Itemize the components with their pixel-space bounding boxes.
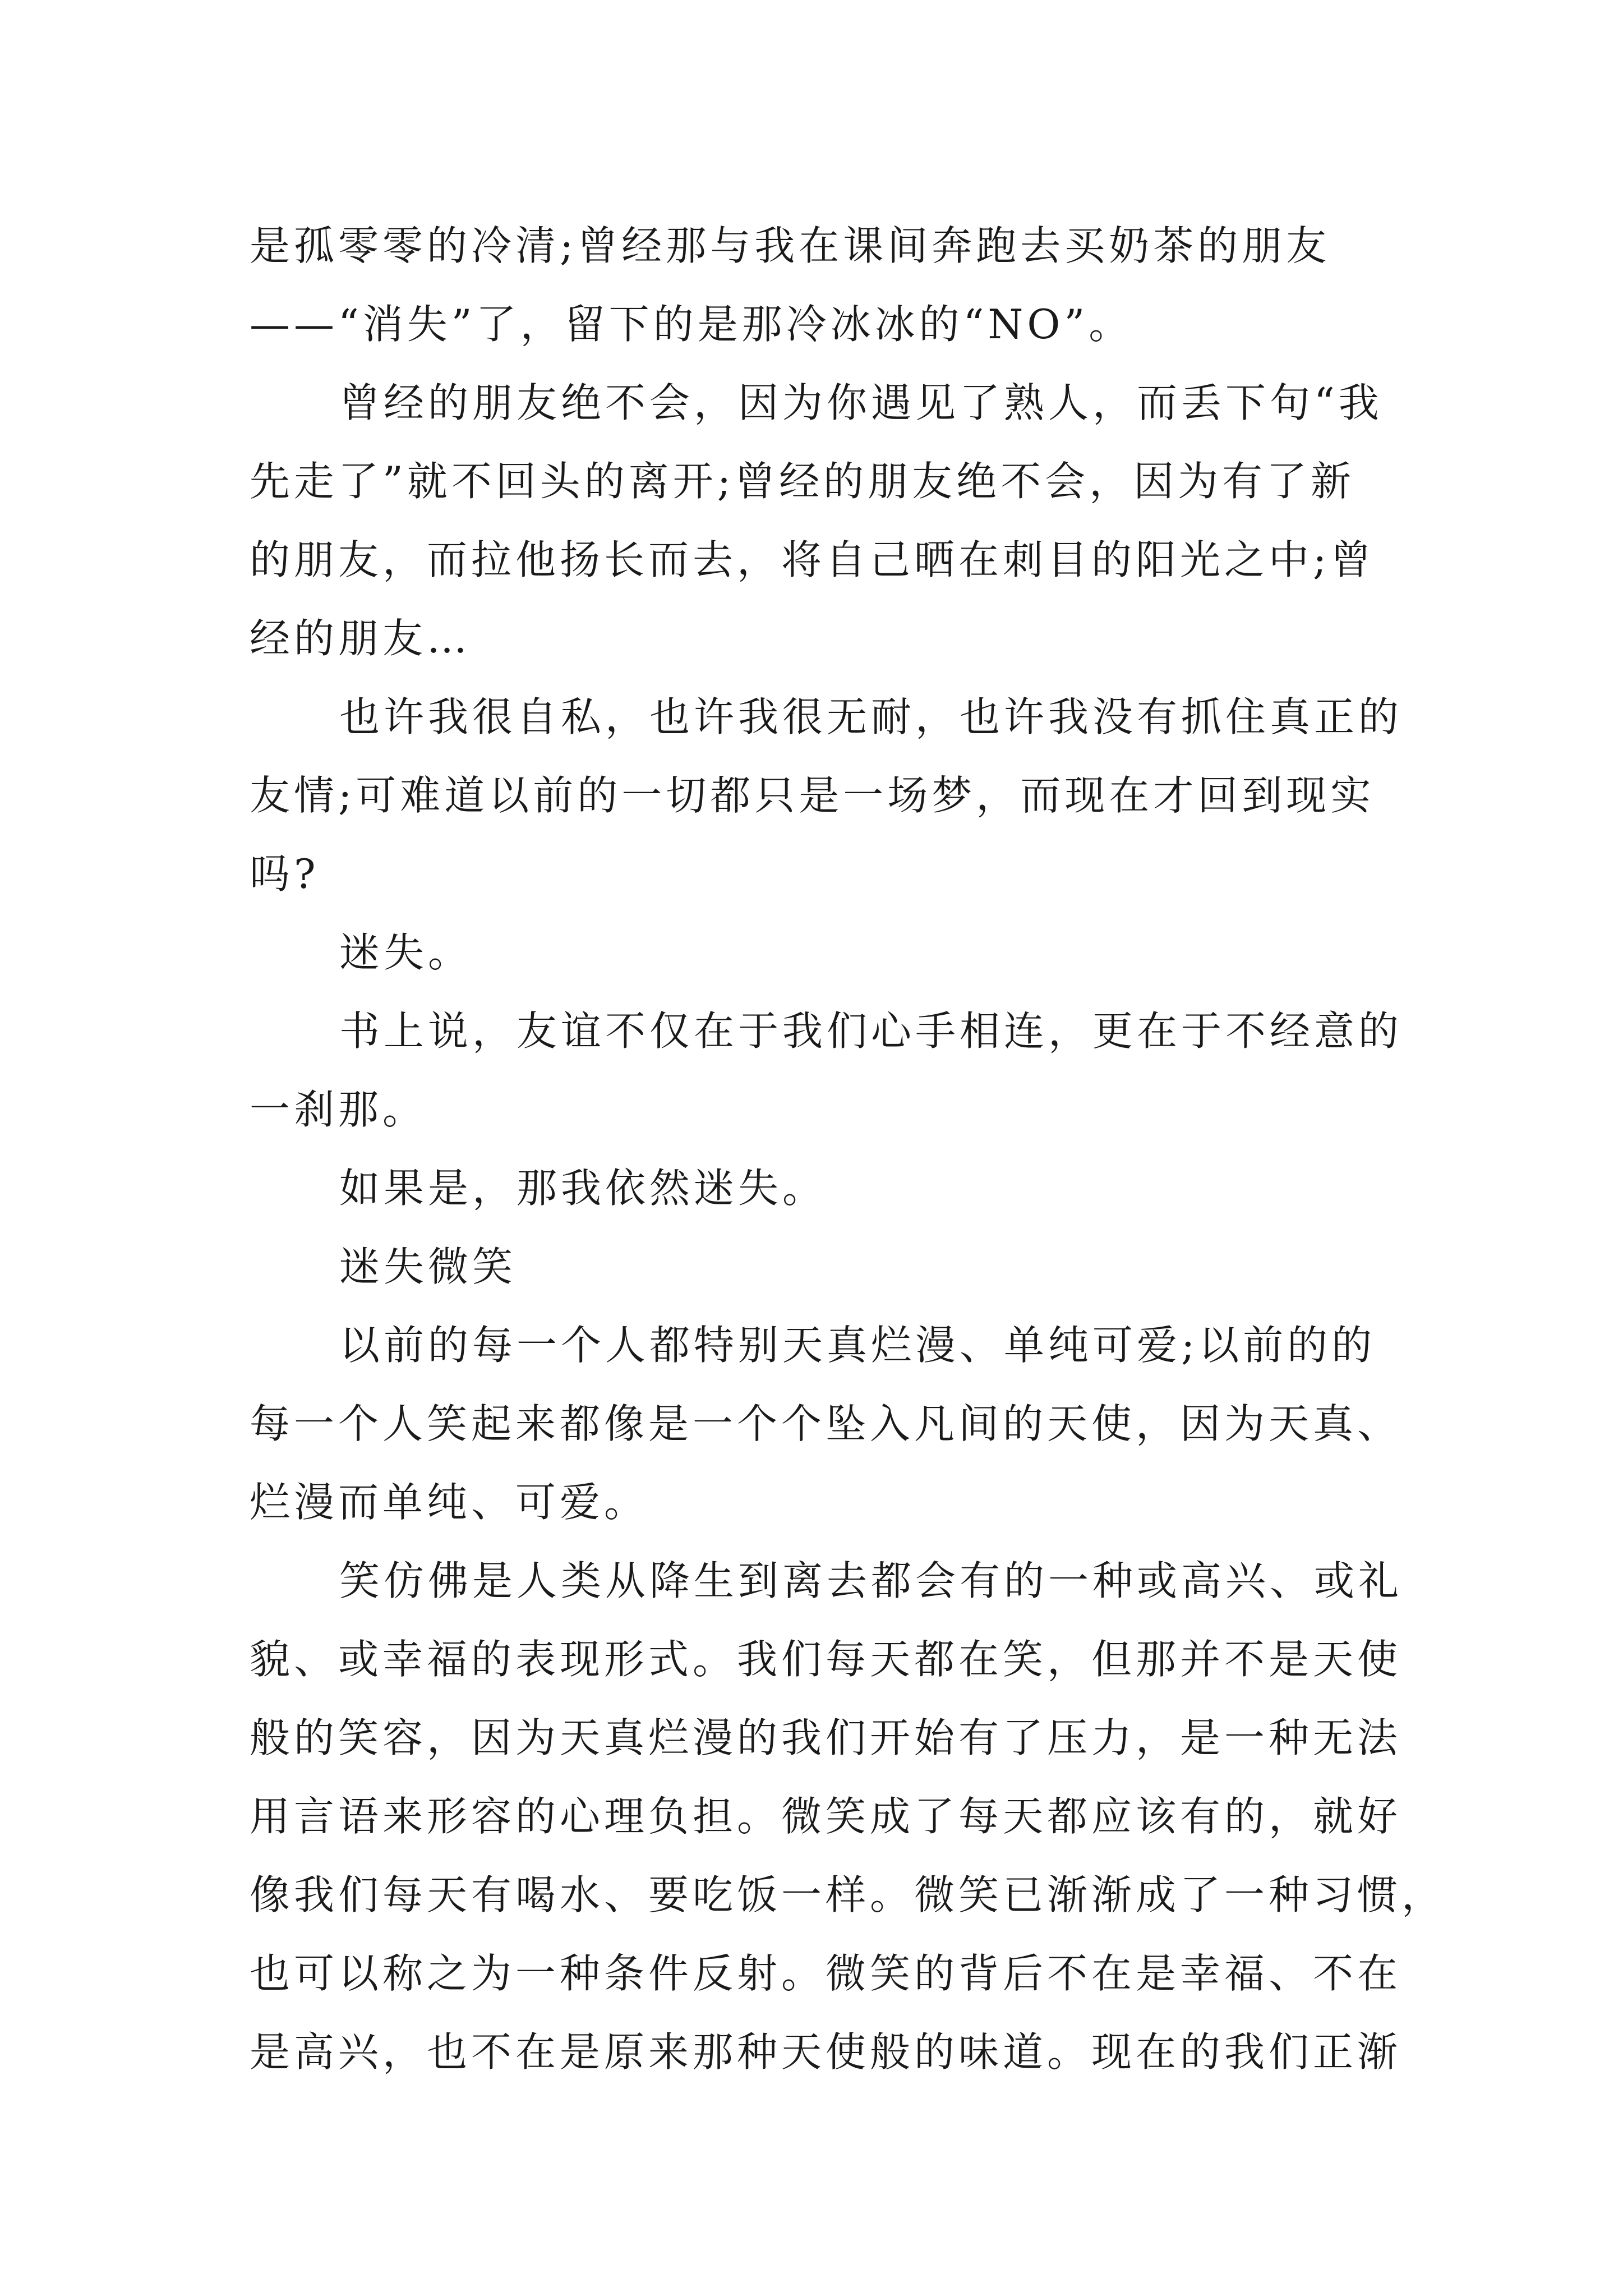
- text-line: 烂漫而单纯、可爱。: [250, 1479, 649, 1526]
- text-line: 曾经的朋友绝不会，因为你遇见了熟人，而丢下句“我: [339, 379, 1383, 426]
- text-line: 吗?: [250, 850, 320, 898]
- text-line: ——“消失”了，留下的是那冷冰冰的“NO”。: [250, 301, 1133, 348]
- text-line: 一刹那。: [250, 1086, 427, 1133]
- text-line: 迷失。: [339, 929, 473, 976]
- text-line: 像我们每天有喝水、要吃饭一样。微笑已渐渐成了一种习惯，: [250, 1871, 1446, 1918]
- text-line: 用言语来形容的心理负担。微笑成了每天都应该有的，就好: [250, 1793, 1402, 1840]
- text-line: 般的笑容，因为天真烂漫的我们开始有了压力，是一种无法: [250, 1714, 1402, 1761]
- text-line: 笑仿佛是人类从降生到离去都会有的一种或高兴、或礼: [339, 1557, 1403, 1604]
- text-line: 貌、或幸福的表现形式。我们每天都在笑，但那并不是天使: [250, 1636, 1402, 1683]
- text-line: 经的朋友…: [250, 615, 472, 662]
- text-line: 也可以称之为一种条件反射。微笑的背后不在是幸福、不在: [250, 1950, 1402, 1997]
- text-line: 是孤零零的冷清;曾经那与我在课间奔跑去买奶茶的朋友: [250, 222, 1331, 269]
- text-line: 是高兴，也不在是原来那种天使般的味道。现在的我们正渐: [250, 2028, 1402, 2076]
- section-heading: 迷失微笑: [339, 1243, 517, 1290]
- text-line: 也许我很自私，也许我很无耐，也许我没有抓住真正的: [339, 693, 1403, 740]
- text-line: 如果是，那我依然迷失。: [339, 1165, 827, 1212]
- text-line: 以前的每一个人都特别天真烂漫、单纯可爱;以前的的: [339, 1322, 1376, 1369]
- document-body: [250, 206, 1446, 2091]
- text-line: 的朋友，而拉他扬长而去，将自己晒在刺目的阳光之中;曾: [250, 536, 1375, 583]
- text-line: 书上说，友谊不仅在于我们心手相连，更在于不经意的: [339, 1007, 1403, 1055]
- text-line: 先走了”就不回头的离开;曾经的朋友绝不会，因为有了新: [250, 458, 1355, 505]
- text-line: 友情;可难道以前的一切都只是一场梦，而现在才回到现实: [250, 772, 1375, 819]
- text-line: 每一个人笑起来都像是一个个坠入凡间的天使，因为天真、: [250, 1400, 1402, 1447]
